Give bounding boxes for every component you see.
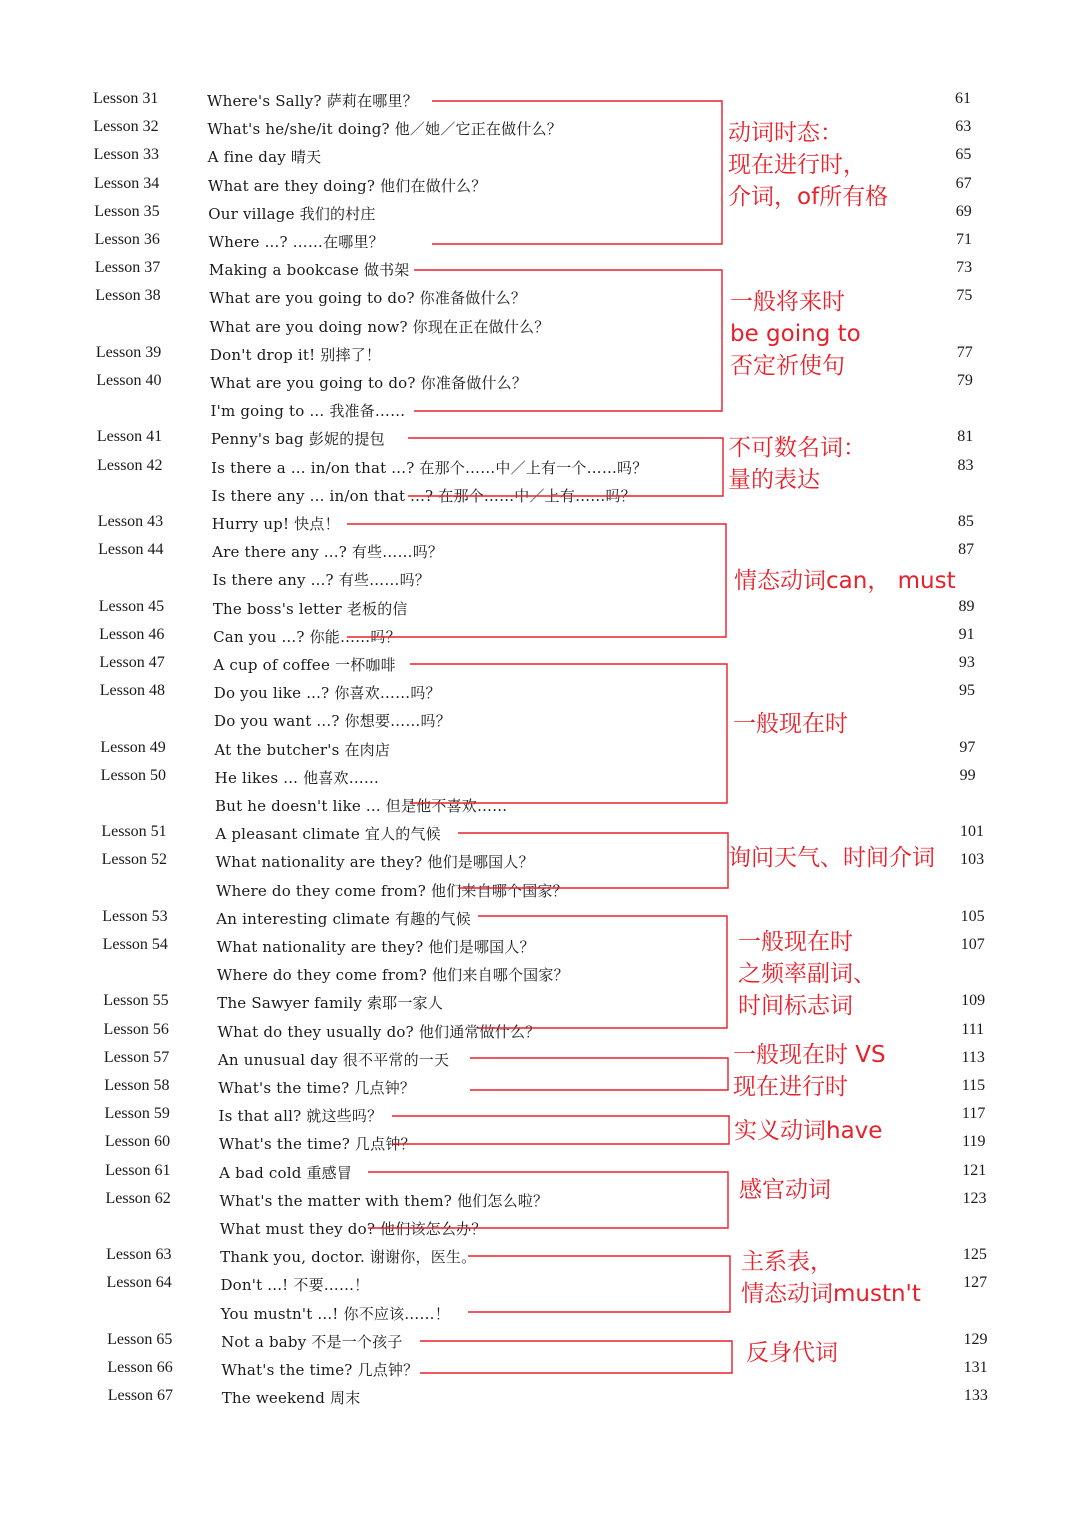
lesson-number: Lesson 46 xyxy=(99,625,165,643)
annotation-bracket xyxy=(392,1116,729,1144)
annotation-line: 情态动词can， must xyxy=(734,568,956,594)
lesson-title: Don't drop it! 别摔了！ xyxy=(209,345,382,364)
lesson-number: Lesson 54 xyxy=(102,936,168,953)
lesson-title: The weekend 周末 xyxy=(221,1389,361,1408)
annotation-line: 现在进行时 xyxy=(733,1074,848,1100)
annotation-note xyxy=(734,565,956,597)
lesson-title: What's the time? 几点钟？ xyxy=(218,1079,416,1097)
lesson-title: Hurry up! 快点！ xyxy=(211,515,340,533)
lesson-title: But he doesn't like ... 但是他不喜欢…… xyxy=(215,797,508,815)
page-number: 81 xyxy=(957,428,974,446)
lesson-title: Do you like ...? 你喜欢……吗？ xyxy=(213,684,441,703)
lesson-number: Lesson 55 xyxy=(103,992,169,1010)
page-number: 73 xyxy=(956,259,973,277)
annotation-line: 实义动词have xyxy=(734,1118,883,1144)
page-number: 97 xyxy=(959,738,976,756)
lesson-number: Lesson 59 xyxy=(104,1105,170,1123)
lesson-title: Not a baby 不是一个孩子 xyxy=(221,1332,403,1351)
annotation-bracket xyxy=(432,101,722,244)
lesson-number: Lesson 50 xyxy=(100,766,166,784)
annotation-line: 动词时态： xyxy=(728,120,843,146)
page-number: 129 xyxy=(963,1330,988,1348)
annotation-bracket xyxy=(408,438,723,496)
lesson-title: At the butcher's 在肉店 xyxy=(214,740,391,759)
lesson-title: Can you ...? 你能……吗？ xyxy=(213,627,401,646)
annotation-line: 询问天气、时间介词 xyxy=(728,845,935,871)
lesson-number: Lesson 36 xyxy=(94,231,160,248)
lesson-title: A pleasant climate 宜人的气候 xyxy=(215,825,441,844)
lesson-number: Lesson 40 xyxy=(96,372,162,389)
annotation-note xyxy=(733,708,848,740)
page-number: 125 xyxy=(962,1246,987,1264)
lesson-number: Lesson 44 xyxy=(98,541,164,559)
page-number: 107 xyxy=(960,936,985,953)
lesson-number: Lesson 35 xyxy=(94,202,160,220)
page-number: 131 xyxy=(963,1359,988,1376)
annotation-line: 现在进行时， xyxy=(728,152,866,178)
annotation-bracket xyxy=(414,270,722,411)
lesson-title: What are they doing? 他们在做什么？ xyxy=(207,176,487,195)
lesson-number: Lesson 43 xyxy=(97,513,164,530)
lesson-number: Lesson 49 xyxy=(100,738,166,756)
lesson-number: Lesson 41 xyxy=(96,428,163,446)
lesson-title: The boss's letter 老板的信 xyxy=(212,599,408,618)
lesson-number: Lesson 34 xyxy=(93,174,160,192)
annotation-bracket xyxy=(410,664,727,803)
lesson-title: Penny's bag 彭妮的提包 xyxy=(210,430,385,449)
lesson-number: Lesson 57 xyxy=(103,1048,170,1066)
lesson-number: Lesson 64 xyxy=(106,1274,172,1292)
lesson-title: What do they usually do? 他们通常做什么？ xyxy=(217,1022,541,1041)
lesson-number: Lesson 45 xyxy=(98,597,165,615)
annotation-note xyxy=(728,432,866,496)
lesson-title: What's the matter with them? 他们怎么啦？ xyxy=(219,1191,549,1210)
lesson-number: Lesson 58 xyxy=(104,1077,170,1094)
annotation-bracket xyxy=(368,1172,728,1228)
lesson-title: Don't ...! 不要……！ xyxy=(220,1276,370,1295)
lesson-number: Lesson 62 xyxy=(105,1189,171,1207)
lesson-title: What nationality are they? 他们是哪国人？ xyxy=(215,853,534,872)
lesson-title: I'm going to ... 我准备…… xyxy=(210,402,406,421)
lesson-title: An interesting climate 有趣的气候 xyxy=(216,909,471,928)
annotation-bracket xyxy=(458,833,728,888)
annotation-bracket xyxy=(420,1341,732,1373)
lesson-title: He likes ... 他喜欢…… xyxy=(214,768,380,787)
annotation-line: 时间标志词 xyxy=(738,993,853,1019)
lesson-title: What must they do? 他们该怎么办？ xyxy=(219,1220,487,1238)
lesson-title: What nationality are they? 他们是哪国人？ xyxy=(216,938,535,956)
page-number: 89 xyxy=(958,597,975,615)
lesson-title: Is that all? 就这些吗？ xyxy=(218,1107,383,1126)
page-number: 117 xyxy=(961,1105,986,1123)
page-number: 87 xyxy=(958,541,975,559)
page-number: 103 xyxy=(960,851,985,869)
annotation-line: 感官动词 xyxy=(739,1177,831,1203)
page-number: 95 xyxy=(959,682,976,700)
annotation-note xyxy=(734,1115,882,1147)
annotation-line: 不可数名词： xyxy=(728,435,866,461)
page-number: 61 xyxy=(955,90,971,107)
page-number: 85 xyxy=(957,513,974,530)
lesson-number: Lesson 65 xyxy=(107,1330,173,1348)
page-number: 115 xyxy=(961,1077,986,1094)
page-number: 77 xyxy=(956,343,973,361)
lesson-number: Lesson 37 xyxy=(94,259,161,277)
page-number: 109 xyxy=(961,992,986,1010)
lesson-title: What's the time? 几点钟？ xyxy=(221,1361,419,1379)
annotation-line: 否定祈使句 xyxy=(730,353,845,379)
lesson-title: What's he/she/it doing? 他／她／它正在做什么？ xyxy=(207,120,562,139)
page-number: 65 xyxy=(955,146,972,164)
page-number: 99 xyxy=(959,766,976,784)
lesson-number: Lesson 31 xyxy=(93,90,159,107)
lesson-title: Where do they come from? 他们来自哪个国家？ xyxy=(216,966,569,985)
lesson-title: An unusual day 很不平常的一天 xyxy=(217,1050,450,1069)
lesson-number: Lesson 47 xyxy=(99,654,165,671)
annotation-note xyxy=(733,1039,886,1103)
page-number: 119 xyxy=(962,1133,986,1151)
annotation-line: 量的表达 xyxy=(728,467,820,493)
annotation-note xyxy=(728,117,888,213)
page-number: 75 xyxy=(956,287,973,305)
annotation-bracket xyxy=(347,524,726,637)
annotation-note xyxy=(728,842,935,874)
annotation-note xyxy=(739,1174,831,1206)
lesson-title: Our village 我们的村庄 xyxy=(208,204,376,223)
lesson-number: Lesson 52 xyxy=(101,851,167,869)
lesson-number: Lesson 60 xyxy=(104,1133,171,1151)
annotation-note xyxy=(746,1337,838,1369)
lesson-number: Lesson 38 xyxy=(95,287,161,305)
page-number: 93 xyxy=(958,654,975,671)
lesson-number: Lesson 56 xyxy=(103,1020,169,1038)
lesson-number: Lesson 53 xyxy=(102,907,168,925)
annotation-bracket xyxy=(478,916,727,1028)
lesson-title: Is there a ... in/on that ...? 在那个……中／上有一个……吗？ xyxy=(211,458,648,477)
page-number: 111 xyxy=(961,1020,985,1038)
annotation-line: 一般现在时 xyxy=(733,711,848,737)
lesson-number: Lesson 63 xyxy=(106,1246,172,1264)
annotation-line: 介词，of所有格 xyxy=(728,184,889,210)
page-number: 63 xyxy=(955,118,972,136)
lesson-number: Lesson 67 xyxy=(107,1387,174,1405)
annotation-line: 情态动词mustn't xyxy=(741,1281,921,1307)
lesson-number: Lesson 48 xyxy=(99,682,166,700)
page-number: 127 xyxy=(963,1274,988,1292)
annotation-note xyxy=(738,926,876,1022)
lesson-title: Is there any ... in/on that ...? 在那个……中／上有……吗？ xyxy=(211,486,636,505)
lesson-number: Lesson 42 xyxy=(97,456,163,474)
lesson-title: Is there any ...? 有些……吗？ xyxy=(212,571,430,590)
annotation-note xyxy=(730,286,861,382)
lesson-title: Do you want ...? 你想要……吗？ xyxy=(214,712,451,731)
annotation-line: 一般将来时 xyxy=(730,289,845,315)
page-number: 69 xyxy=(955,202,972,220)
lesson-title: A cup of coffee 一杯咖啡 xyxy=(213,656,396,674)
annotation-line: 之频率副词、 xyxy=(738,961,876,987)
annotation-line: be going to xyxy=(730,321,861,347)
lesson-title: A bad cold 重感冒 xyxy=(219,1163,353,1182)
lesson-title: What's the time? 几点钟？ xyxy=(218,1135,416,1154)
lesson-number: Lesson 33 xyxy=(93,146,159,164)
lesson-title: Where ...? ……在哪里？ xyxy=(208,233,384,251)
lesson-number: Lesson 51 xyxy=(101,823,167,841)
page-number: 121 xyxy=(962,1161,987,1179)
lesson-title: Where do they come from? 他们来自哪个国家？ xyxy=(215,881,568,900)
annotation-line: 主系表， xyxy=(741,1249,833,1275)
page-number: 105 xyxy=(960,907,985,925)
annotation-line: 一般现在时 VS xyxy=(733,1042,886,1068)
lesson-title: Thank you, doctor. 谢谢你，医生。 xyxy=(220,1248,477,1267)
lesson-title: What are you doing now? 你现在正在做什么？ xyxy=(209,317,550,336)
lesson-title: What are you going to do? 你准备做什么？ xyxy=(210,374,528,392)
page-number: 123 xyxy=(962,1189,987,1207)
lesson-title: You mustn't ...! 你不应该……！ xyxy=(220,1304,450,1323)
page-number: 71 xyxy=(955,231,972,248)
lesson-number: Lesson 66 xyxy=(107,1359,173,1376)
lesson-number: Lesson 32 xyxy=(93,118,159,136)
lesson-title: The Sawyer family 索耶一家人 xyxy=(217,994,444,1013)
page-number: 101 xyxy=(959,823,984,841)
lesson-title: Making a bookcase 做书架 xyxy=(208,261,410,280)
annotation-note xyxy=(741,1246,921,1310)
lesson-number: Lesson 39 xyxy=(95,343,162,361)
lesson-number: Lesson 61 xyxy=(105,1161,171,1179)
page-number: 113 xyxy=(961,1048,985,1066)
lesson-title: A fine day 晴天 xyxy=(207,148,322,167)
page-number: 83 xyxy=(957,456,974,474)
lesson-title: Where's Sally? 萨莉在哪里？ xyxy=(207,92,418,110)
annotation-line: 一般现在时 xyxy=(738,929,853,955)
page-number: 67 xyxy=(955,174,972,192)
page-number: 133 xyxy=(963,1387,988,1405)
annotation-line: 反身代词 xyxy=(746,1340,838,1366)
annotation-bracket xyxy=(470,1058,728,1090)
annotation-bracket xyxy=(468,1256,730,1312)
page-number: 91 xyxy=(958,625,975,643)
lesson-title: Are there any ...? 有些……吗？ xyxy=(212,543,444,562)
page-number: 79 xyxy=(956,372,973,389)
lesson-title: What are you going to do? 你准备做什么？ xyxy=(209,289,527,308)
